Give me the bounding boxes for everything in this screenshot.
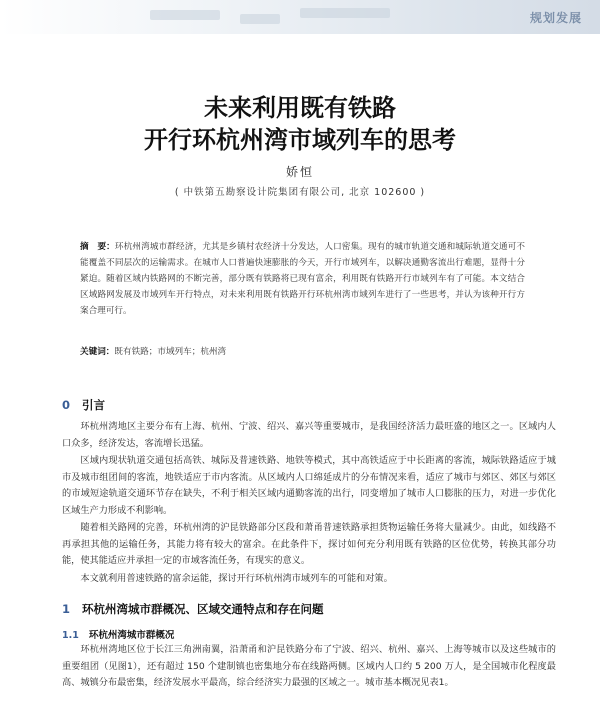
paragraph: 本文就利用普速铁路的富余运能，探讨开行环杭州湾市域列车的可能和对策。 xyxy=(80,573,393,584)
keywords-label: 关键词： xyxy=(80,347,115,357)
section-1-title: 环杭州湾城市群概况、区域交通特点和存在问题 xyxy=(82,602,324,616)
title-line-2: 开行环杭州湾市域列车的思考 xyxy=(144,126,456,154)
header-decoration xyxy=(240,14,280,24)
section-0-number: 0 xyxy=(62,398,71,412)
author-name: 娇恒 xyxy=(285,165,314,179)
abstract-label: 摘 要： xyxy=(80,242,115,252)
section-1-1-number: 1.1 xyxy=(62,630,79,641)
abstract-text: 环杭州湾城市群经济，尤其是乡镇村农经济十分发达，人口密集。现有的城市轨道交通和城际轨道交通可不能覆盖不同层次的运输需求。在城市人口普遍快速膨胀的今天，开行市域列车，以解决通勤客流出行难题，显得十分紧迫。随着区域内铁路网的不断完善，部分既有铁路将已现有富余，利用既有铁路开行市域列车有了可能。本文结合区域路网发展及市域列车开行特点，对未来利用既有铁路开行环杭州湾市域列车进行了一些思考，并认为该种开行方案合理可行。 xyxy=(80,242,525,316)
page-header-band xyxy=(0,0,600,34)
section-1-number: 1 xyxy=(62,602,71,616)
keywords xyxy=(80,345,525,357)
abstract xyxy=(80,239,525,319)
section-0-title: 引言 xyxy=(82,398,106,412)
section-1-heading xyxy=(62,601,324,617)
keywords-text: 既有铁路；市域列车；杭州湾 xyxy=(114,347,227,357)
section-1-1-title: 环杭州湾城市群概况 xyxy=(88,630,175,641)
section-tag: 规划发展 xyxy=(529,11,582,25)
header-decoration xyxy=(150,10,220,20)
paragraph: 环杭州湾地区位于长江三角洲南翼，沿萧甬和沪昆铁路分布了宁波、绍兴、杭州、嘉兴、上海等城市以及这些城市的重要组团（见图1），还有超过 150 个建制镇也密集地分布在线路两侧。区域内人口约 5 200 万人，是全国城市化程度最高、城镇分布最密集，经济发展水平最高，综合经济实力最强的区域之一。城市基本概况见表1。 xyxy=(62,644,556,688)
author-affiliation: ( 中铁第五勘察设计院集团有限公司, 北京 102600 ) xyxy=(174,187,426,198)
paragraph: 区域内现状轨道交通包括高铁、城际及普速铁路、地铁等模式，其中高铁适应于中长距离的客流，城际铁路适应于城市及城市组团间的客流，地铁适应于市内客流。从区域内人口绵延成片的分布情况来看，适应了城市与郊区、郊区与郊区的市域短途轨道交通环节存在缺失，不利于相关区域内通勤客流的出行，同变增加了城市人口膨胀的压力，对进一步优化区域生产力形成不利影响。 xyxy=(62,455,556,516)
header-decoration xyxy=(300,8,390,18)
paragraph: 随着相关路网的完善，环杭州湾的沪昆铁路部分区段和萧甬普速铁路承担货物运输任务将大量减少。由此，如线路不再承担其他的运输任务，其能力将有较大的富余。在此条件下，探讨如何充分利用既有铁路的区位优势，转换其部分功能，使其能适应并承担一定的市域客流任务，有现实的意义。 xyxy=(62,522,556,566)
title-line-1: 未来利用既有铁路 xyxy=(204,94,396,122)
section-1-1-heading xyxy=(62,627,174,641)
paragraph: 环杭州湾地区主要分布有上海、杭州、宁波、绍兴、嘉兴等重要城市，是我国经济活力最旺盛的地区之一。区域内人口众多，经济发达，客流增长迅猛。 xyxy=(62,421,556,449)
section-0-heading xyxy=(62,397,105,413)
